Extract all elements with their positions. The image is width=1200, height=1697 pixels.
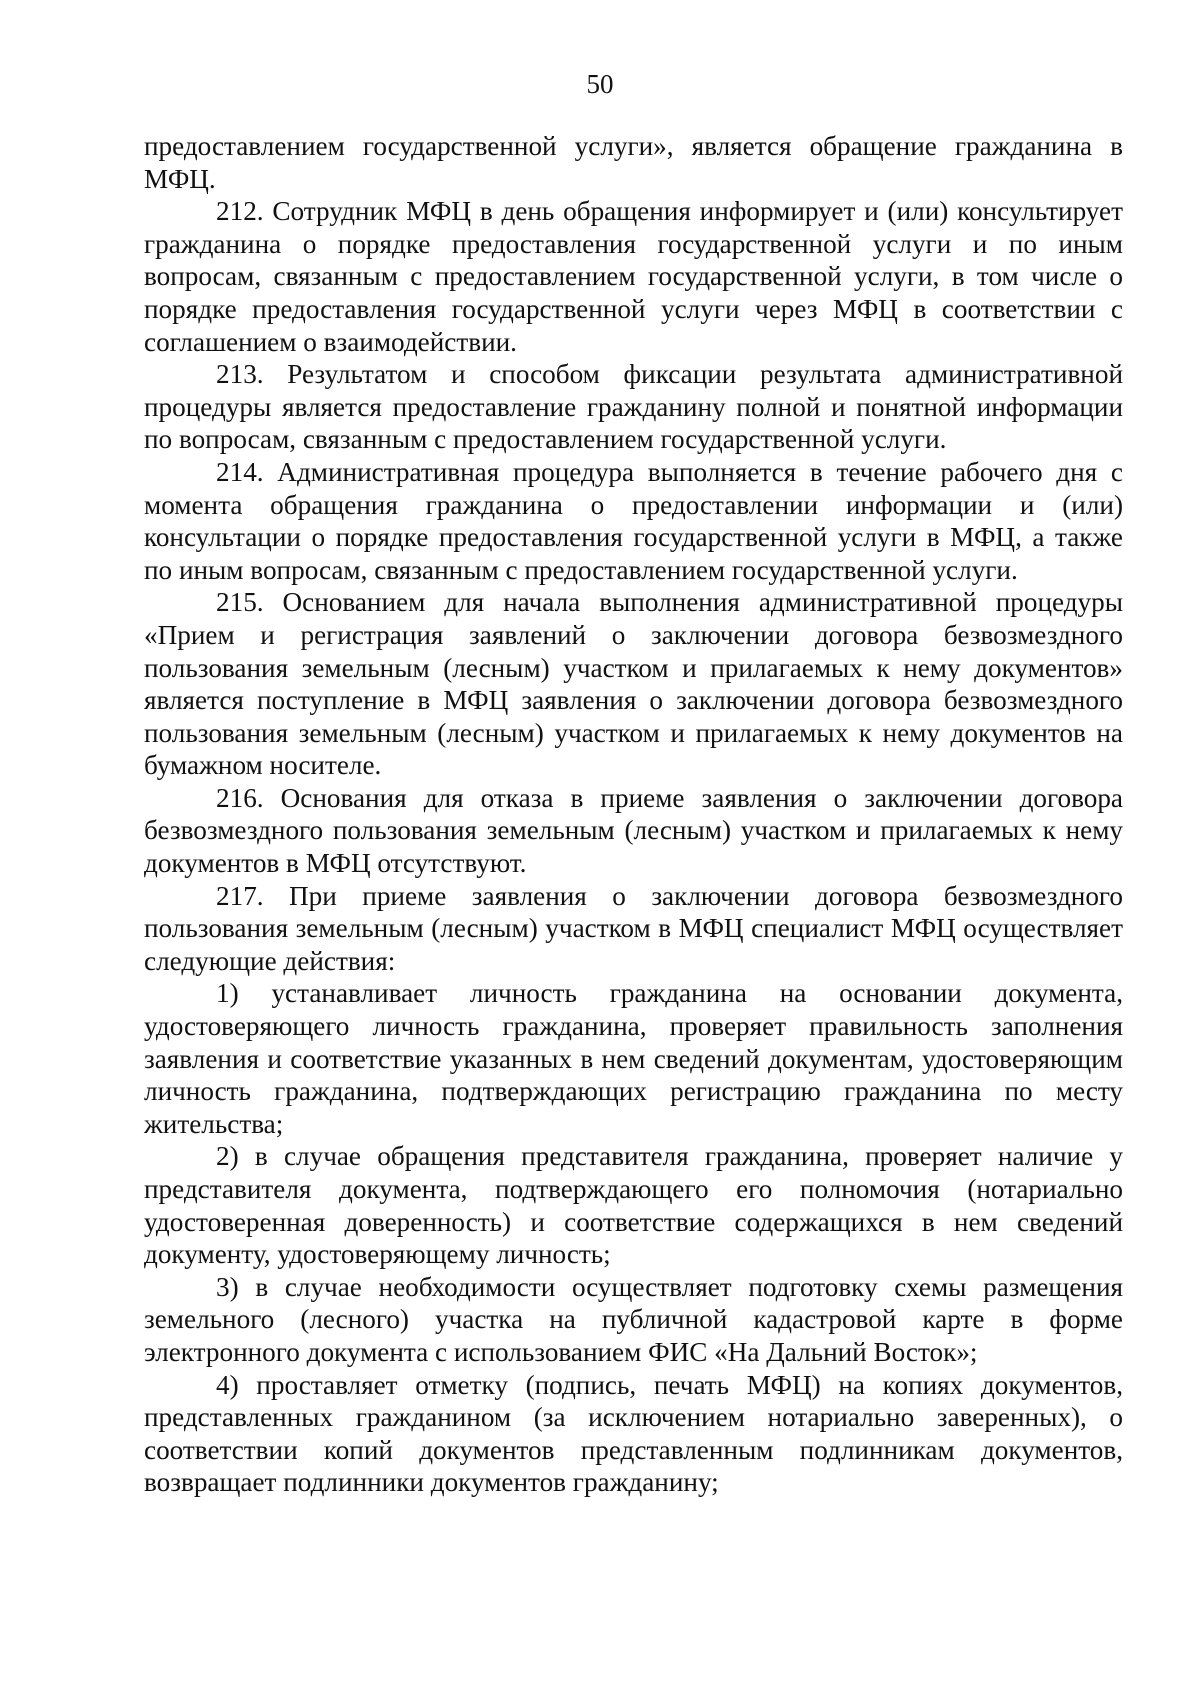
list-item-1: 1) устанавливает личность гражданина на основании документа, удостоверяющего личность гражданина, проверяет правильность заполнения заявления и соответствие указанных в нем сведений документам, удостоверяющим личность гражданина, подтверждающих регистрацию гражданина по месту жительства; <box>144 978 1123 1139</box>
paragraph-215: 215. Основанием для начала выполнения административной процедуры «Прием и регистрация заявлений о заключении договора безвозмездного пользования земельным (лесным) участком и прилагаемых к нему документов» является поступление в МФЦ заявления о заключении договора безвозмездного пользования земельным (лесным) участком и прилагаемых к нему документов на бумажном носителе. <box>144 587 1123 781</box>
list-item-4: 4) проставляет отметку (подпись, печать МФЦ) на копиях документов, представленных гражданином (за исключением нотариально заверенных), о соответствии копий документов представленным подлинникам документов, возвращает подлинники документов гражданину; <box>144 1369 1123 1498</box>
paragraph-217: 217. При приеме заявления о заключении договора безвозмездного пользования земельным (лесным) участком в МФЦ специалист МФЦ осуществляет следующие действия: <box>144 880 1123 976</box>
page-number: 50 <box>586 69 614 99</box>
list-item-3: 3) в случае необходимости осуществляет подготовку схемы размещения земельного (лесного) участка на публичной кадастровой карте в форме электронного документа с использованием ФИС «На Дальний Восток»; <box>144 1271 1123 1367</box>
paragraph-214: 214. Административная процедура выполняется в течение рабочего дня с момента обращения гражданина о предоставлении информации и (или) консультации о порядке предоставления государственной услуги в МФЦ, а также по иным вопросам, связанным с предоставлением государственной услуги. <box>144 456 1123 585</box>
paragraph-212: 212. Сотрудник МФЦ в день обращения информирует и (или) консультирует гражданина о порядке предоставления государственной услуги и по иным вопросам, связанным с предоставлением государственной услуги, в том числе о порядке предоставления государственной услуги через МФЦ в соответствии с соглашением о взаимодействии. <box>144 196 1123 357</box>
list-item-2: 2) в случае обращения представителя гражданина, проверяет наличие у представителя документа, подтверждающего его полномочия (нотариально удостоверенная доверенность) и соответствие содержащихся в нем сведений документу, удостоверяющему личность; <box>144 1141 1123 1270</box>
document-body <box>144 130 1123 1499</box>
paragraph-213: 213. Результатом и способом фиксации результата административной процедуры является предоставление гражданину полной и понятной информации по вопросам, связанным с предоставлением государственной услуги. <box>144 359 1123 455</box>
paragraph-216: 216. Основания для отказа в приеме заявления о заключении договора безвозмездного пользования земельным (лесным) участком и прилагаемых к нему документов в МФЦ отсутствуют. <box>144 782 1123 879</box>
paragraph-continuation: предоставлением государственной услуги», является обращение гражданина в МФЦ. <box>144 131 1123 194</box>
